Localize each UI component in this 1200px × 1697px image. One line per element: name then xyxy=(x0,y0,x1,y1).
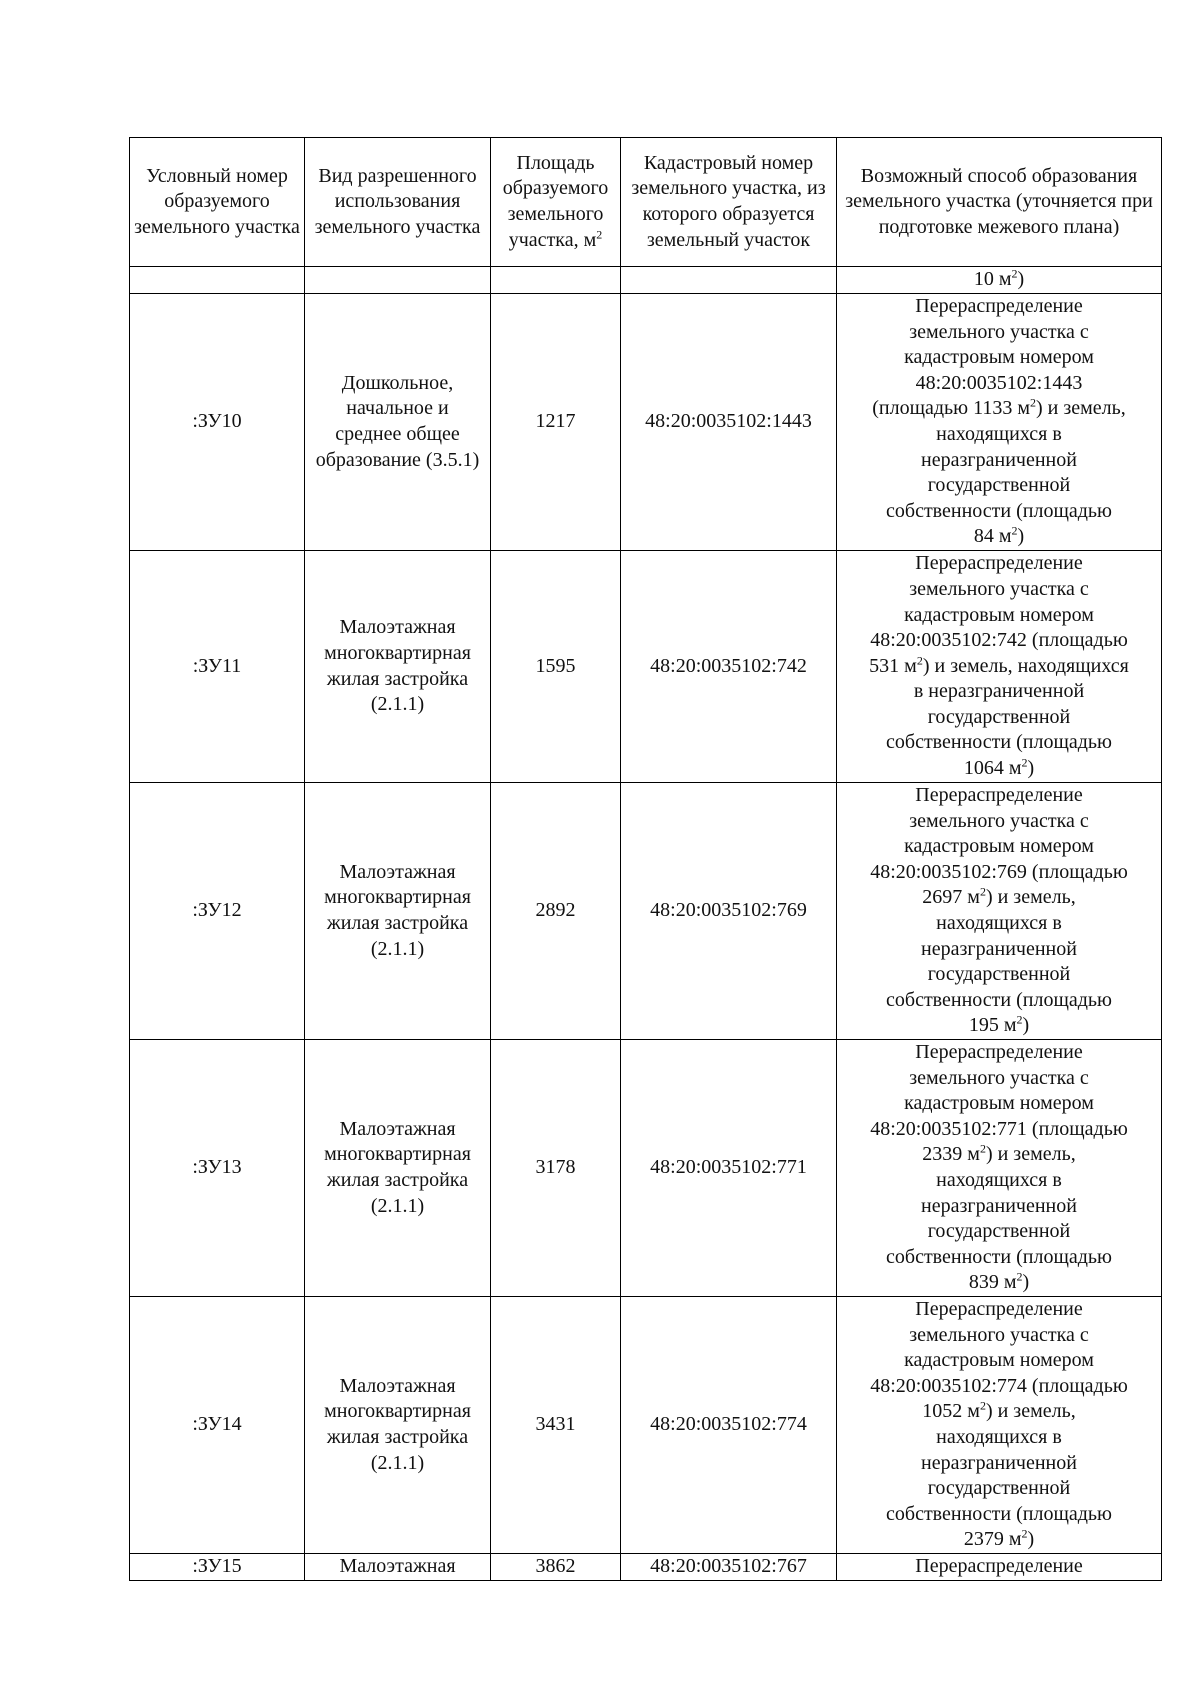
method-sup: 2 xyxy=(1011,266,1018,281)
continuation-method xyxy=(837,267,1162,294)
method-text: ) и земель, находящихся в неразграниченной государственной собственности (площадью 1064 м xyxy=(886,654,1129,780)
header-row xyxy=(130,138,1162,267)
plot-number: :ЗУ14 xyxy=(130,1297,305,1554)
plot-number: :ЗУ11 xyxy=(130,551,305,783)
method-text: 10 м xyxy=(973,268,1012,291)
method-sup: 2 xyxy=(1030,395,1036,410)
permitted-use: Малоэтажная многоквартирная жилая застройка (2.1.1) xyxy=(305,551,491,783)
method-sup: 2 xyxy=(1016,1269,1023,1284)
method-text: Перераспределение земельного участка с кадастровым номером 48:20:0035102:774 (площадью 1052 м xyxy=(870,1298,1128,1423)
plot-area: 1595 xyxy=(491,551,621,783)
method-sup: 2 xyxy=(979,1398,986,1413)
method-text: ) и земель, находящихся в неразграниченной государственной собственности (площадью 2379 м xyxy=(886,1400,1112,1551)
cadastral-number: 48:20:0035102:742 xyxy=(621,551,837,783)
table-cell xyxy=(130,267,305,294)
plot-area: 2892 xyxy=(491,783,621,1040)
plot-area: 3178 xyxy=(491,1040,621,1297)
header-area-text: Площадь образуемого земельного участка, м xyxy=(502,151,609,251)
formation-method xyxy=(837,294,1162,551)
method-text: ) xyxy=(1017,268,1025,291)
method-text: ) xyxy=(1027,757,1035,780)
method-text: Перераспределение земельного участка с кадастровым номером 48:20:0035102:1443 (площадью 1133 м xyxy=(872,295,1094,420)
method-sup: 2 xyxy=(916,653,923,668)
permitted-use: Малоэтажная многоквартирная жилая застройка (2.1.1) xyxy=(305,1040,491,1297)
formation-method xyxy=(837,1297,1162,1554)
method-sup: 2 xyxy=(979,884,986,899)
method-text: ) xyxy=(1017,525,1025,548)
method-text: ) и земель, находящихся в неразграниченной государственной собственности (площадью 839 м xyxy=(886,1143,1112,1294)
method-sup: 2 xyxy=(979,1141,986,1156)
header-area xyxy=(491,138,621,267)
permitted-use: Малоэтажная многоквартирная жилая застройка (2.1.1) xyxy=(305,1297,491,1554)
plot-number: :ЗУ13 xyxy=(130,1040,305,1297)
table-row xyxy=(130,1554,1162,1581)
plot-number: :ЗУ15 xyxy=(130,1554,305,1581)
cadastral-number: 48:20:0035102:771 xyxy=(621,1040,837,1297)
header-cadastral-number: Кадастровый номер земельного участка, из которого образуется земельный участок xyxy=(621,138,837,267)
cadastral-number: 48:20:0035102:767 xyxy=(621,1554,837,1581)
plot-number: :ЗУ10 xyxy=(130,294,305,551)
method-text: ) и земель, находящихся в неразграниченной государственной собственности (площадью 84 м xyxy=(886,397,1126,548)
table-row xyxy=(130,294,1162,551)
method-sup: 2 xyxy=(1016,1012,1023,1027)
method-sup: 2 xyxy=(1021,755,1028,770)
cadastral-number: 48:20:0035102:769 xyxy=(621,783,837,1040)
method-text: ) xyxy=(1022,1014,1030,1037)
permitted-use: Малоэтажная xyxy=(305,1554,491,1581)
method-text: Перераспределение земельного участка с кадастровым номером 48:20:0035102:742 (площадью 531 м xyxy=(869,552,1128,677)
method-text: Перераспределение земельного участка с кадастровым номером 48:20:0035102:771 (площадью 2339 м xyxy=(870,1041,1128,1166)
formation-method xyxy=(837,551,1162,783)
continuation-row xyxy=(130,267,1162,294)
formation-method xyxy=(837,1040,1162,1297)
method-sup: 2 xyxy=(1021,1526,1028,1541)
table-row xyxy=(130,783,1162,1040)
table-row xyxy=(130,551,1162,783)
land-plots-table xyxy=(129,137,1162,1581)
table-cell xyxy=(621,267,837,294)
header-area-sup: 2 xyxy=(596,226,603,241)
table-row xyxy=(130,1297,1162,1554)
permitted-use: Малоэтажная многоквартирная жилая застройка (2.1.1) xyxy=(305,783,491,1040)
table-row xyxy=(130,1040,1162,1297)
plot-area: 3431 xyxy=(491,1297,621,1554)
plot-number: :ЗУ12 xyxy=(130,783,305,1040)
header-formation-method: Возможный способ образования земельного участка (уточняется при подготовке межевого плана) xyxy=(837,138,1162,267)
cadastral-number: 48:20:0035102:1443 xyxy=(621,294,837,551)
formation-method: Перераспределение xyxy=(837,1554,1162,1581)
method-text: ) xyxy=(1022,1271,1030,1294)
formation-method xyxy=(837,783,1162,1040)
header-plot-number: Условный номер образуемого земельного участка xyxy=(130,138,305,267)
header-permitted-use: Вид разрешенного использования земельного участка xyxy=(305,138,491,267)
table-cell xyxy=(491,267,621,294)
method-text: Перераспределение земельного участка с кадастровым номером 48:20:0035102:769 (площадью 2697 м xyxy=(870,784,1128,909)
plot-area: 3862 xyxy=(491,1554,621,1581)
plot-area: 1217 xyxy=(491,294,621,551)
method-text: ) xyxy=(1027,1528,1035,1551)
cadastral-number: 48:20:0035102:774 xyxy=(621,1297,837,1554)
permitted-use: Дошкольное, начальное и среднее общее образование (3.5.1) xyxy=(305,294,491,551)
method-sup: 2 xyxy=(1011,523,1018,538)
method-text: ) и земель, находящихся в неразграниченной государственной собственности (площадью 195 м xyxy=(886,886,1112,1037)
table-cell xyxy=(305,267,491,294)
